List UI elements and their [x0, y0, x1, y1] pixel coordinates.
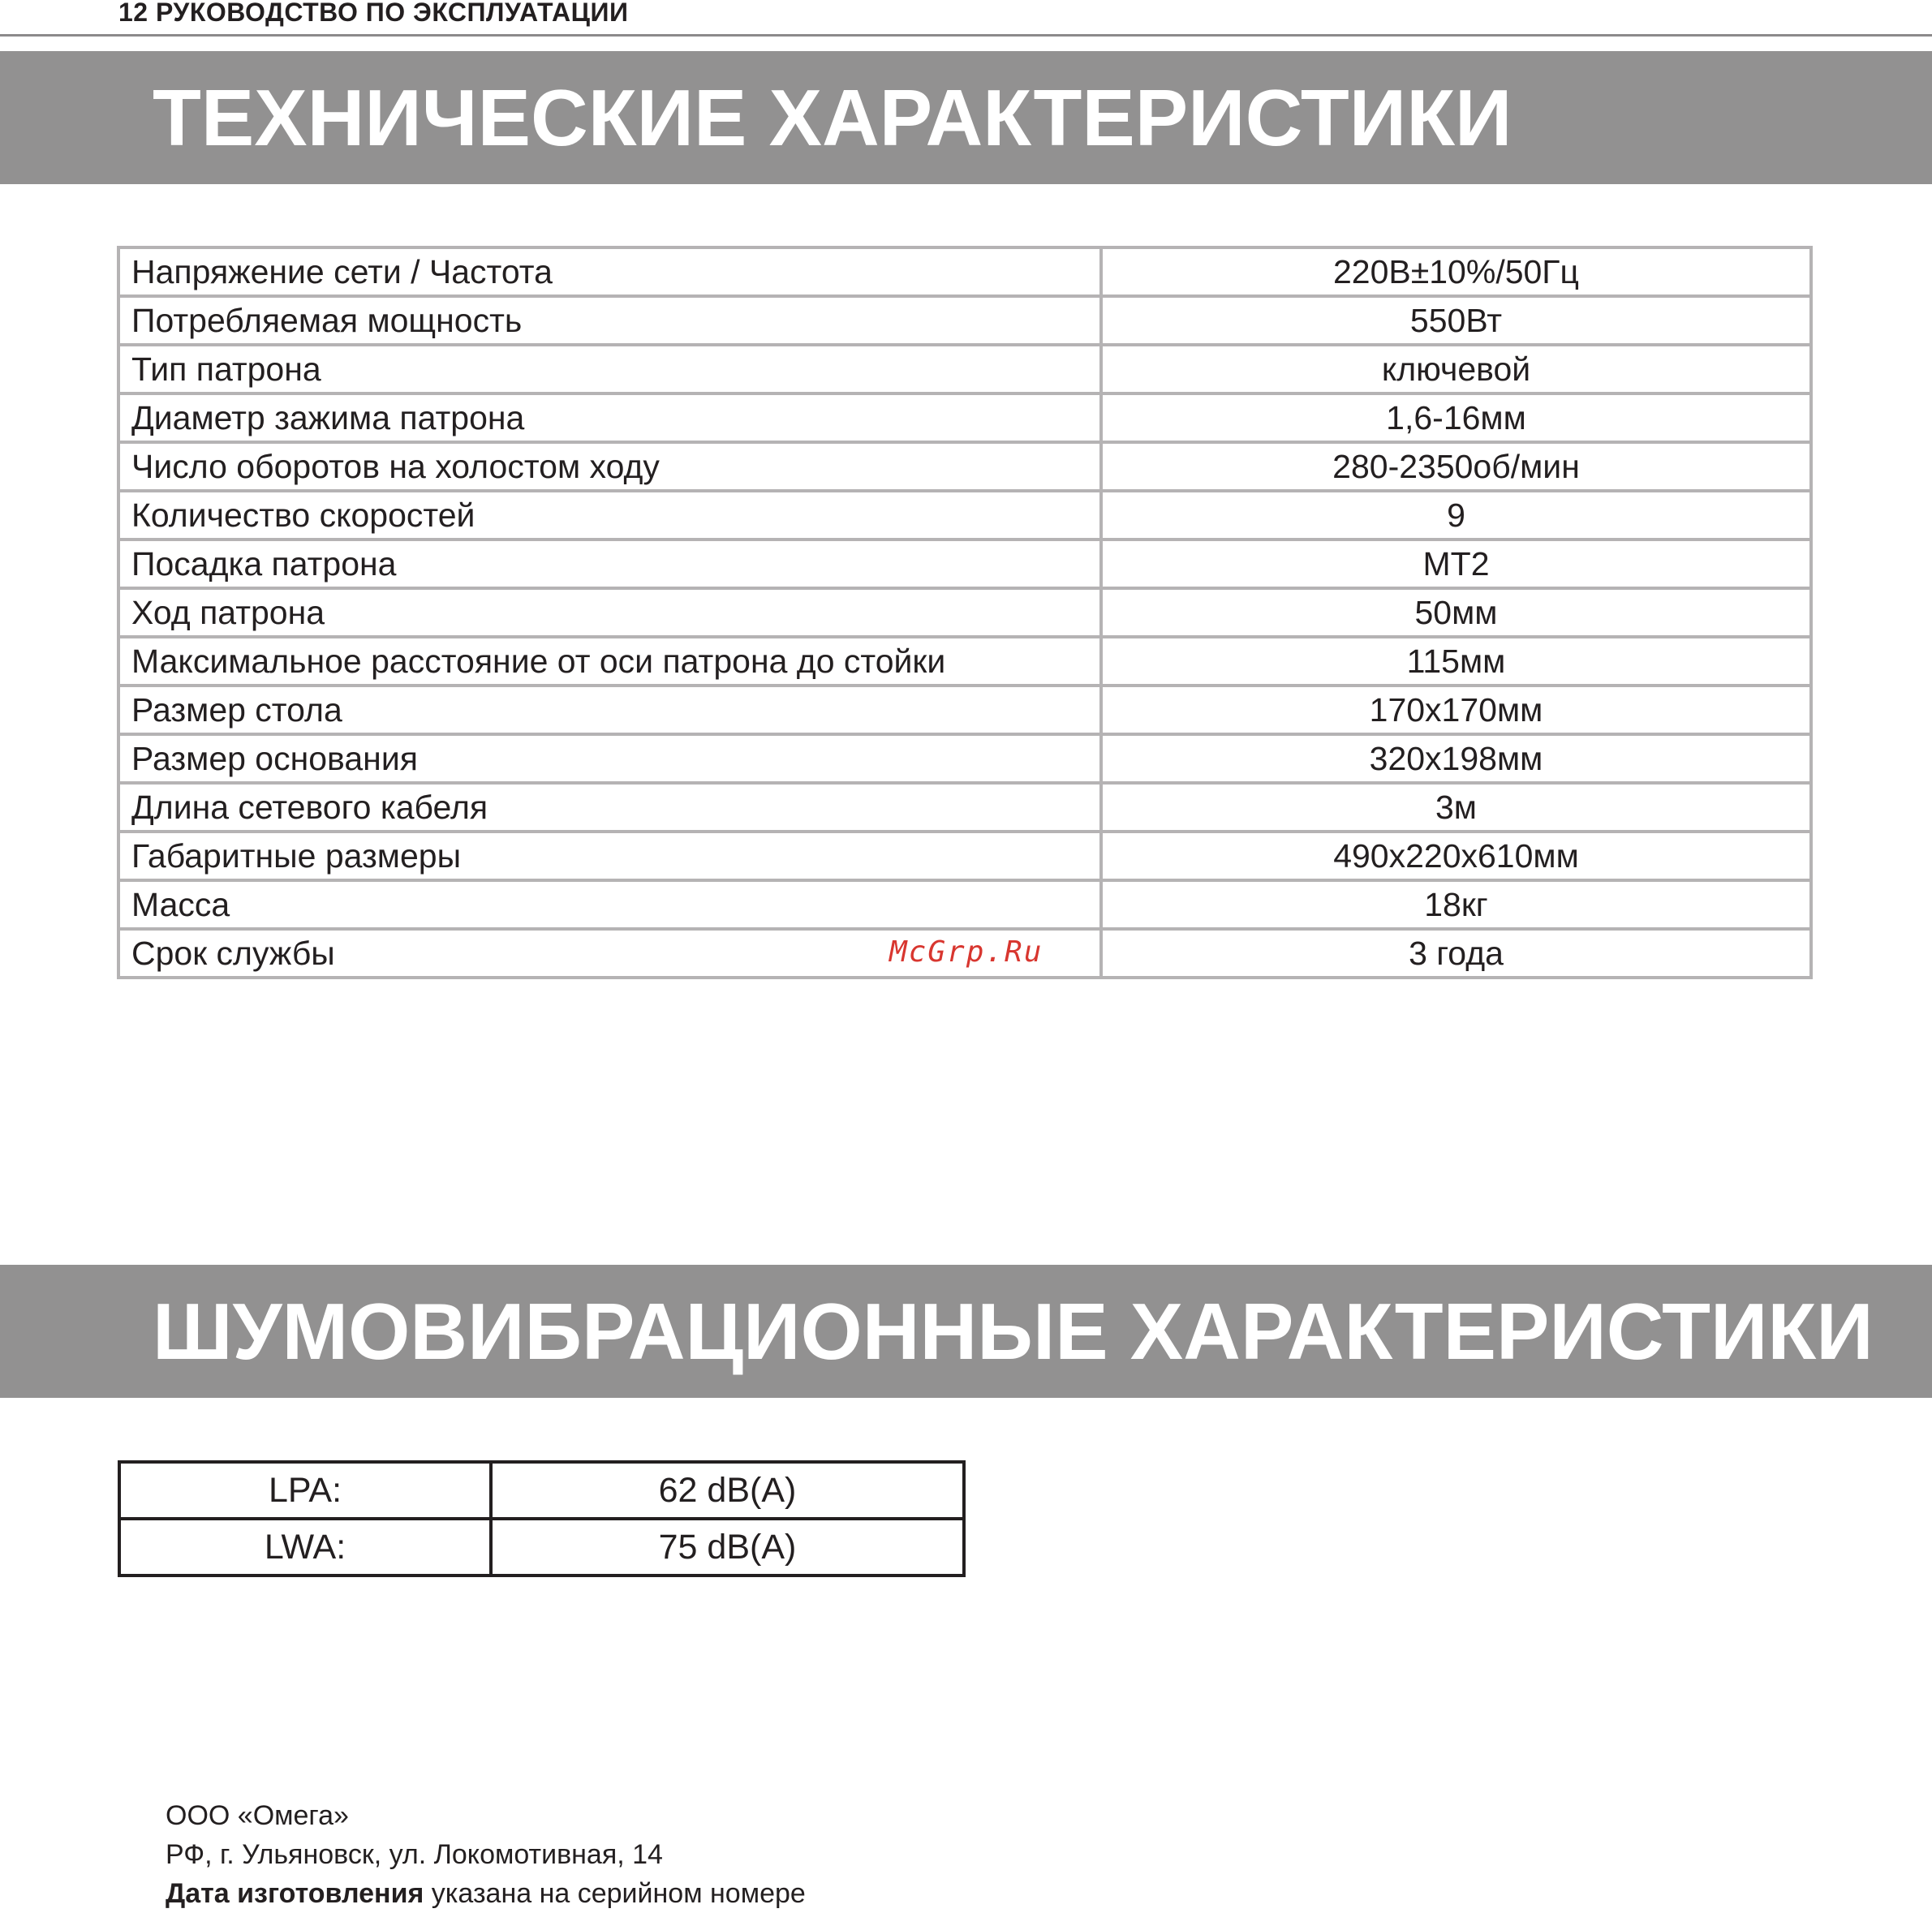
noise-value: 62 dB(A) [491, 1462, 964, 1519]
spec-label: Срок службы [118, 929, 1101, 978]
spec-label: Габаритные размеры [118, 832, 1101, 880]
spec-value: 18кг [1101, 880, 1811, 929]
spec-label: Посадка патрона [118, 540, 1101, 588]
spec-label: Напряжение сети / Частота [118, 247, 1101, 296]
table-row [118, 442, 1811, 491]
spec-label: Максимальное расстояние от оси патрона до стойки [118, 637, 1101, 686]
table-row [118, 296, 1811, 345]
table-row [118, 247, 1811, 296]
spec-value: 9 [1101, 491, 1811, 540]
spec-label: Масса [118, 880, 1101, 929]
noise-label: LPA: [119, 1462, 491, 1519]
table-row [118, 393, 1811, 442]
footer-date-text: указана на серийном номере [424, 1878, 806, 1909]
spec-value: 320х198мм [1101, 734, 1811, 783]
footer-date-label: Дата изготовления [166, 1878, 424, 1909]
table-row [119, 1519, 964, 1576]
spec-value: 3 года [1101, 929, 1811, 978]
table-row [118, 783, 1811, 832]
spec-value: 1,6-16мм [1101, 393, 1811, 442]
table-row [118, 491, 1811, 540]
spec-label: Потребляемая мощность [118, 296, 1101, 345]
spec-value: 3м [1101, 783, 1811, 832]
table-row [118, 637, 1811, 686]
noise-label: LWA: [119, 1519, 491, 1576]
specs-table [117, 246, 1813, 979]
spec-value: 170х170мм [1101, 686, 1811, 734]
table-row [118, 540, 1811, 588]
noise-value: 75 dB(A) [491, 1519, 964, 1576]
spec-value: 115мм [1101, 637, 1811, 686]
table-row [119, 1462, 964, 1519]
spec-label: Диаметр зажима патрона [118, 393, 1101, 442]
table-row [118, 345, 1811, 393]
spec-value: 50мм [1101, 588, 1811, 637]
spec-label: Число оборотов на холостом ходу [118, 442, 1101, 491]
table-row [118, 686, 1811, 734]
spec-value: 220В±10%/50Гц [1101, 247, 1811, 296]
header-rule [0, 34, 1932, 37]
section-band-technical [0, 51, 1932, 184]
spec-label: Ход патрона [118, 588, 1101, 637]
spec-label: Размер основания [118, 734, 1101, 783]
spec-label: Длина сетевого кабеля [118, 783, 1101, 832]
footer-info [166, 1796, 806, 1913]
spec-label: Количество скоростей [118, 491, 1101, 540]
table-row [118, 588, 1811, 637]
footer-address: РФ, г. Ульяновск, ул. Локомотивная, 14 [166, 1839, 663, 1870]
watermark-link[interactable]: McGrp.Ru [889, 935, 1043, 969]
noise-table [118, 1460, 966, 1577]
spec-label: Размер стола [118, 686, 1101, 734]
table-row [118, 734, 1811, 783]
spec-value: 280-2350об/мин [1101, 442, 1811, 491]
running-head: 12 РУКОВОДСТВО ПО ЭКСПЛУАТАЦИИ [118, 0, 629, 27]
spec-value: 490х220х610мм [1101, 832, 1811, 880]
spec-value: МТ2 [1101, 540, 1811, 588]
spec-label: Тип патрона [118, 345, 1101, 393]
footer-date-line [166, 1874, 806, 1913]
section-band-noise [0, 1265, 1932, 1398]
table-row [118, 880, 1811, 929]
table-row [118, 832, 1811, 880]
section-title-noise: ШУМОВИБРАЦИОННЫЕ ХАРАКТЕРИСТИКИ [153, 1287, 1874, 1376]
section-title-technical: ТЕХНИЧЕСКИЕ ХАРАКТЕРИСТИКИ [153, 73, 1512, 162]
spec-value: 550Вт [1101, 296, 1811, 345]
footer-company: ООО «Омега» [166, 1800, 349, 1831]
spec-value: ключевой [1101, 345, 1811, 393]
